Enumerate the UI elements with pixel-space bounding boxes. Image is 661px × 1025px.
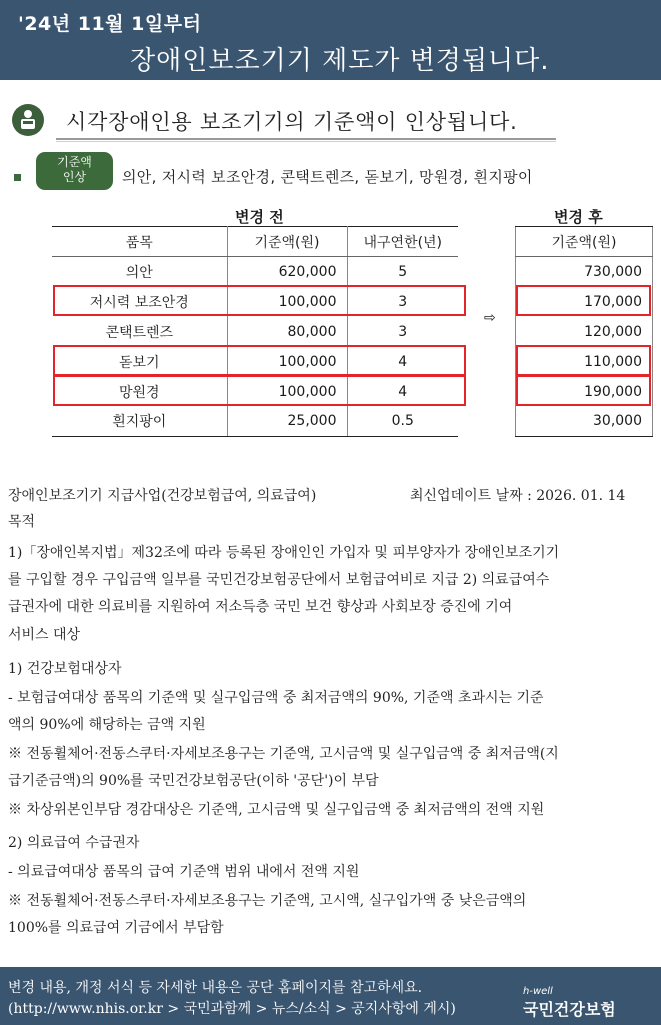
highlight-box-after	[516, 285, 651, 316]
before-caption: 변경 전	[235, 208, 284, 226]
info-line: - 의료급여대상 품목의 급여 기준액 범위 내에서 전액 지원	[8, 864, 360, 880]
info-line: 액의 90%에 해당하는 금액 지원	[8, 717, 206, 733]
table-header-row	[52, 227, 458, 257]
program-title: 장애인보조기기 지급사업(건강보험급여, 의료급여)	[8, 488, 317, 504]
header-years: 내구연한(년)	[347, 227, 458, 257]
arrow-right-icon: ⇨	[484, 310, 496, 326]
badge-line-1: 기준액	[57, 155, 92, 169]
durability-years: 0.5	[347, 407, 458, 437]
section-divider-thin	[56, 141, 556, 142]
footer-notice: 변경 내용, 개정 서식 등 자세한 내용은 공단 홈페이지를 참고하세요.	[8, 980, 423, 996]
header-after-price: 기준액(원)	[516, 227, 653, 257]
info-line: 목적	[8, 514, 36, 530]
info-line: ※ 차상위본인부담 경감대상은 기준액, 고시금액 및 실구입금액 중 최저금액의 전액 지원	[8, 802, 545, 818]
durability-years: 5	[398, 263, 408, 280]
update-date: 최신업데이트 날짜 : 2026. 01. 14	[410, 488, 626, 504]
after-price: 190,000	[584, 383, 642, 400]
info-line: - 보험급여대상 품목의 기준액 및 실구입금액 중 최저금액의 90%, 기준액 초과시는 기준	[8, 690, 544, 706]
after-price: 120,000	[584, 323, 642, 340]
highlight-box-before	[53, 345, 466, 376]
item-name: 망원경	[52, 377, 227, 407]
info-line: 1) 건강보험대상자	[8, 661, 122, 677]
table-row	[516, 407, 653, 437]
table-row	[516, 257, 653, 287]
badge-line-2: 인상	[62, 170, 87, 184]
after-price: 170,000	[584, 293, 642, 310]
durability-years: 4	[398, 353, 408, 370]
after-price: 730,000	[584, 263, 642, 280]
before-price: 100,000	[227, 287, 347, 317]
before-price: 80,000	[227, 317, 347, 347]
table-row	[516, 317, 653, 347]
header-price: 기준액(원)	[227, 227, 347, 257]
header-banner	[0, 0, 661, 80]
durability-years: 3	[398, 323, 408, 340]
info-line: 2) 의료급여 수급권자	[8, 835, 140, 851]
info-line: 급권자에 대한 의료비를 지원하여 저소득층 국민 보건 향상과 사회보장 증진에 기여	[8, 599, 513, 615]
highlight-box-before	[53, 375, 466, 406]
increase-badge	[36, 152, 113, 190]
highlight-box-after	[516, 375, 651, 406]
info-line: ※ 전동휠체어·전동스쿠터·자세보조용구는 기준액, 고시금액 및 실구입금액 중 최저금액(지	[8, 746, 559, 762]
info-line: 를 구입할 경우 구입금액 일부를 국민건강보험공단에서 보험급여비로 지급 2) 의료급여수	[8, 572, 550, 588]
footer-banner	[0, 967, 661, 1025]
before-price: 100,000	[227, 347, 347, 377]
info-line: 급기준금액)의 90%를 국민건강보험공단(이하 '공단')이 부담	[8, 773, 379, 789]
info-line: 100%를 의료급여 기금에서 부담함	[8, 920, 224, 936]
person-icon	[12, 104, 44, 136]
item-name: 의안	[52, 257, 227, 287]
header-item: 품목	[52, 227, 227, 257]
durability-years: 3	[398, 293, 408, 310]
item-name: 흰지팡이	[52, 407, 227, 437]
after-caption: 변경 후	[554, 208, 603, 226]
logo-text: 국민건강보험	[523, 1000, 616, 1019]
item-name: 콘택트렌즈	[52, 317, 227, 347]
info-line: 서비스 대상	[8, 627, 81, 643]
logo-tagline: h-well	[523, 986, 553, 997]
item-name: 저시력 보조안경	[52, 287, 227, 317]
item-name: 돋보기	[52, 347, 227, 377]
page-title: 장애인보조기기 제도가 변경됩니다.	[130, 46, 550, 76]
table-row	[52, 407, 458, 437]
table-header-row	[516, 227, 653, 257]
before-price: 25,000	[227, 407, 347, 437]
info-line: ※ 전동휠체어·전동스쿠터·자세보조용구는 기준액, 고시액, 실구입가액 중 낮은금액의	[8, 893, 527, 909]
highlight-box-before	[53, 285, 466, 316]
footer-url-path[interactable]: (http://www.nhis.or.kr > 국민과함께 > 뉴스/소식 > 공지사항에 게시)	[8, 1001, 456, 1017]
before-price: 100,000	[227, 377, 347, 407]
bullet-icon	[14, 174, 21, 181]
item-list: 의안, 저시력 보조안경, 콘택트렌즈, 돋보기, 망원경, 흰지팡이	[122, 168, 533, 186]
effective-date: '24년 11월 1일부터	[18, 13, 202, 35]
highlight-box-after	[516, 345, 651, 376]
after-price: 110,000	[584, 353, 642, 370]
after-price: 30,000	[516, 407, 653, 437]
section-divider	[56, 138, 556, 140]
table-row	[52, 257, 458, 287]
table-row	[52, 317, 458, 347]
before-price: 620,000	[227, 257, 347, 287]
durability-years: 4	[398, 383, 408, 400]
section-title: 시각장애인용 보조기기의 기준액이 인상됩니다.	[66, 110, 518, 134]
info-line: 1)「장애인복지법」제32조에 따라 등록된 장애인인 가입자 및 피부양자가 장애인보조기기	[8, 545, 560, 561]
